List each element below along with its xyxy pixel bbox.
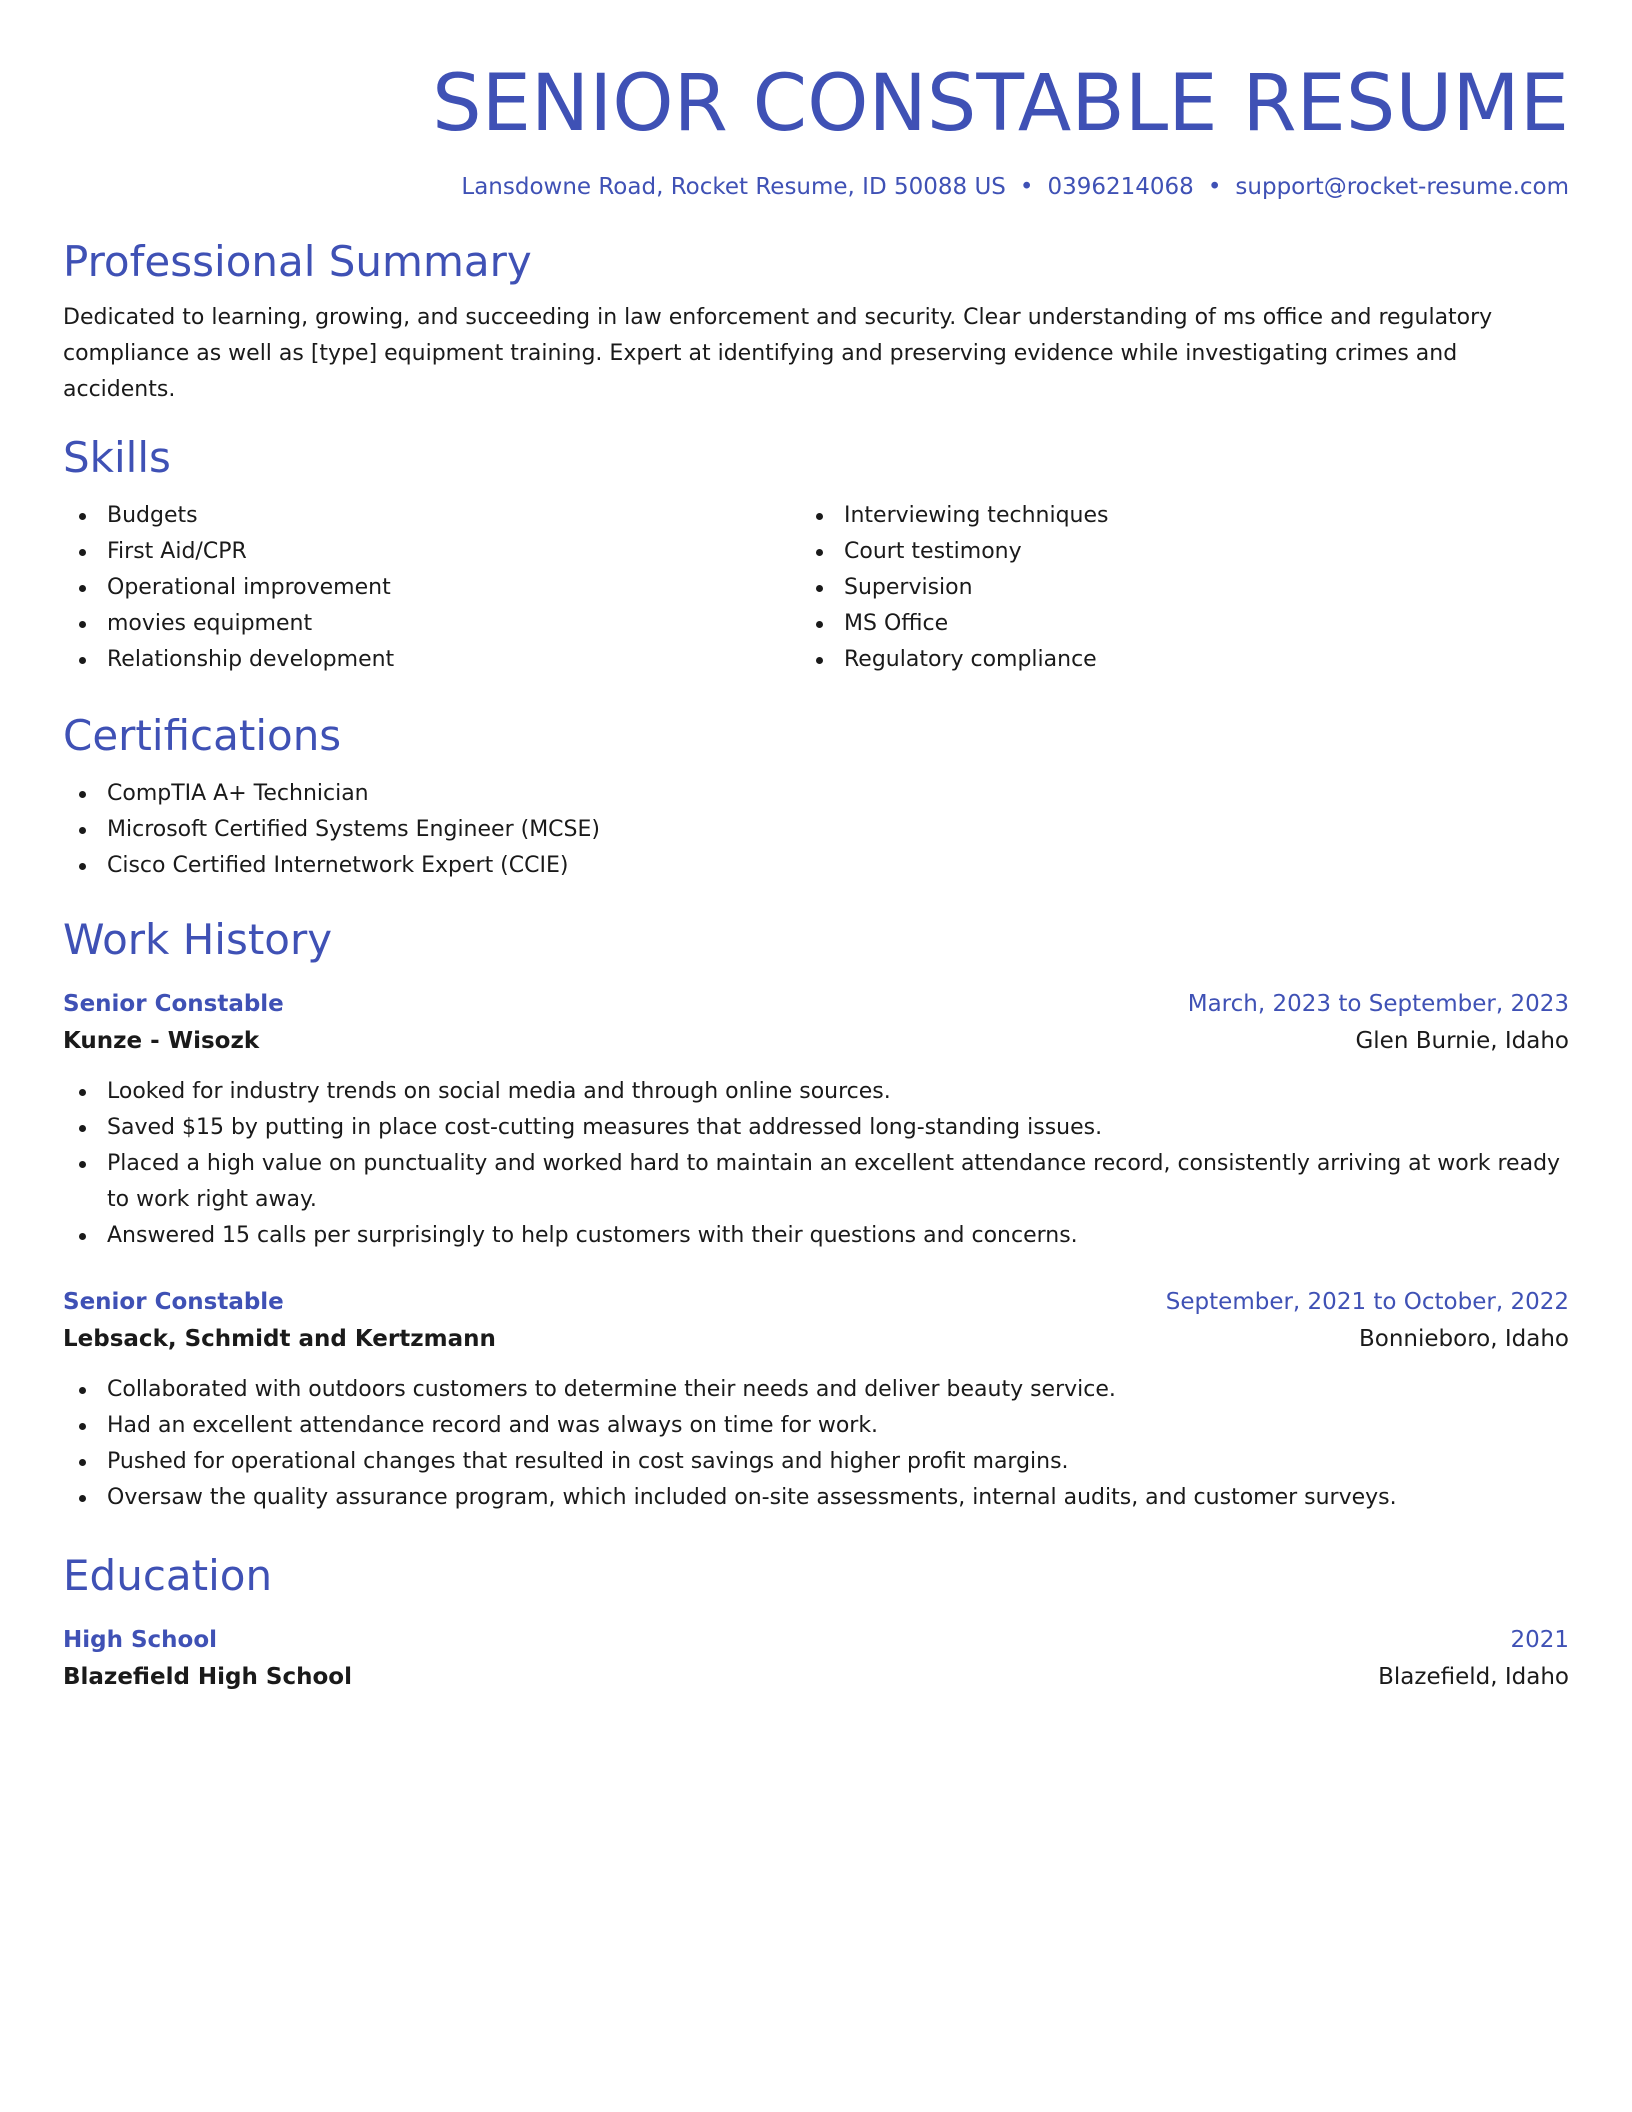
skills-grid bbox=[63, 498, 1569, 678]
skill-item: Operational improvement bbox=[63, 570, 800, 606]
job-employer: Kunze - Wisozk bbox=[63, 1028, 260, 1054]
skill-item: First Aid/CPR bbox=[63, 534, 800, 570]
job-dates: September, 2021 to October, 2022 bbox=[1165, 1289, 1569, 1315]
skill-item: Supervision bbox=[800, 570, 1537, 606]
job-header-row bbox=[63, 986, 1569, 1022]
job-bullet: Had an excellent attendance record and was always on time for work. bbox=[63, 1408, 1569, 1444]
job-bullet: Collaborated with outdoors customers to determine their needs and deliver beauty service. bbox=[63, 1372, 1569, 1408]
summary-heading: Professional Summary bbox=[63, 237, 532, 286]
job-employer: Lebsack, Schmidt and Kertzmann bbox=[63, 1326, 496, 1352]
education-heading: Education bbox=[63, 1551, 273, 1600]
job-employer-row bbox=[63, 1320, 1569, 1358]
skills-section bbox=[63, 430, 1569, 678]
education-school-row bbox=[63, 1658, 1569, 1696]
certifications-list bbox=[63, 776, 1569, 884]
certifications-heading: Certifications bbox=[63, 711, 342, 760]
skill-item: movies equipment bbox=[63, 606, 800, 642]
education-entry bbox=[63, 1622, 1569, 1696]
contact-email: support@rocket-resume.com bbox=[1235, 174, 1569, 200]
job-bullets bbox=[63, 1074, 1569, 1254]
education-degree: High School bbox=[63, 1627, 218, 1653]
job-location: Bonnieboro, Idaho bbox=[1359, 1326, 1569, 1352]
skills-column-left bbox=[63, 498, 800, 678]
skill-item: Regulatory compliance bbox=[800, 642, 1537, 678]
job-bullet: Saved $15 by putting in place cost-cutting measures that addressed long-standing issues. bbox=[63, 1110, 1569, 1146]
job-header-row bbox=[63, 1284, 1569, 1320]
contact-address: Lansdowne Road, Rocket Resume, ID 50088 US bbox=[461, 174, 1006, 200]
skills-heading: Skills bbox=[63, 433, 171, 482]
skill-item: Relationship development bbox=[63, 642, 800, 678]
job-title: Senior Constable bbox=[63, 991, 284, 1017]
skill-item: Budgets bbox=[63, 498, 800, 534]
skill-item: MS Office bbox=[800, 606, 1537, 642]
job-bullet: Pushed for operational changes that resulted in cost savings and higher profit margins. bbox=[63, 1444, 1569, 1480]
skills-column-right bbox=[800, 498, 1537, 678]
summary-section bbox=[63, 234, 1569, 408]
skill-item: Interviewing techniques bbox=[800, 498, 1537, 534]
job-dates: March, 2023 to September, 2023 bbox=[1187, 991, 1569, 1017]
job-bullet: Oversaw the quality assurance program, which included on-site assessments, internal audits, and customer surveys. bbox=[63, 1480, 1569, 1516]
contact-phone: 0396214068 bbox=[1047, 174, 1194, 200]
certification-item: Cisco Certified Internetwork Expert (CCIE) bbox=[63, 848, 1569, 884]
contact-line bbox=[63, 170, 1569, 204]
resume-title: SENIOR CONSTABLE RESUME bbox=[432, 59, 1569, 149]
certification-item: Microsoft Certified Systems Engineer (MCSE) bbox=[63, 812, 1569, 848]
job-bullet: Looked for industry trends on social media and through online sources. bbox=[63, 1074, 1569, 1110]
job-entry bbox=[63, 986, 1569, 1254]
job-bullet: Answered 15 calls per surprisingly to help customers with their questions and concerns. bbox=[63, 1218, 1569, 1254]
work-history-section bbox=[63, 912, 1569, 1516]
summary-text: Dedicated to learning, growing, and succeeding in law enforcement and security. Clear understanding of ms office and regulatory compliance as well as [type] equipment training. Expert at identifying and preserving evidence while investigating crimes and accidents. bbox=[63, 305, 1493, 402]
education-location: Blazefield, Idaho bbox=[1378, 1664, 1569, 1690]
education-header-row bbox=[63, 1622, 1569, 1658]
education-section bbox=[63, 1548, 1569, 1696]
job-bullet: Placed a high value on punctuality and worked hard to maintain an excellent attendance record, consistently arriving at work ready to work right away. bbox=[63, 1146, 1569, 1218]
job-employer-row bbox=[63, 1022, 1569, 1060]
certification-item: CompTIA A+ Technician bbox=[63, 776, 1569, 812]
job-location: Glen Burnie, Idaho bbox=[1355, 1028, 1569, 1054]
work-history-heading: Work History bbox=[63, 915, 333, 964]
job-title: Senior Constable bbox=[63, 1289, 284, 1315]
contact-separator: • bbox=[1019, 174, 1034, 200]
education-school: Blazefield High School bbox=[63, 1664, 352, 1690]
skill-item: Court testimony bbox=[800, 534, 1537, 570]
job-bullets bbox=[63, 1372, 1569, 1516]
job-entry bbox=[63, 1284, 1569, 1516]
contact-separator: • bbox=[1207, 174, 1222, 200]
certifications-section bbox=[63, 708, 1569, 884]
education-year: 2021 bbox=[1510, 1627, 1569, 1653]
